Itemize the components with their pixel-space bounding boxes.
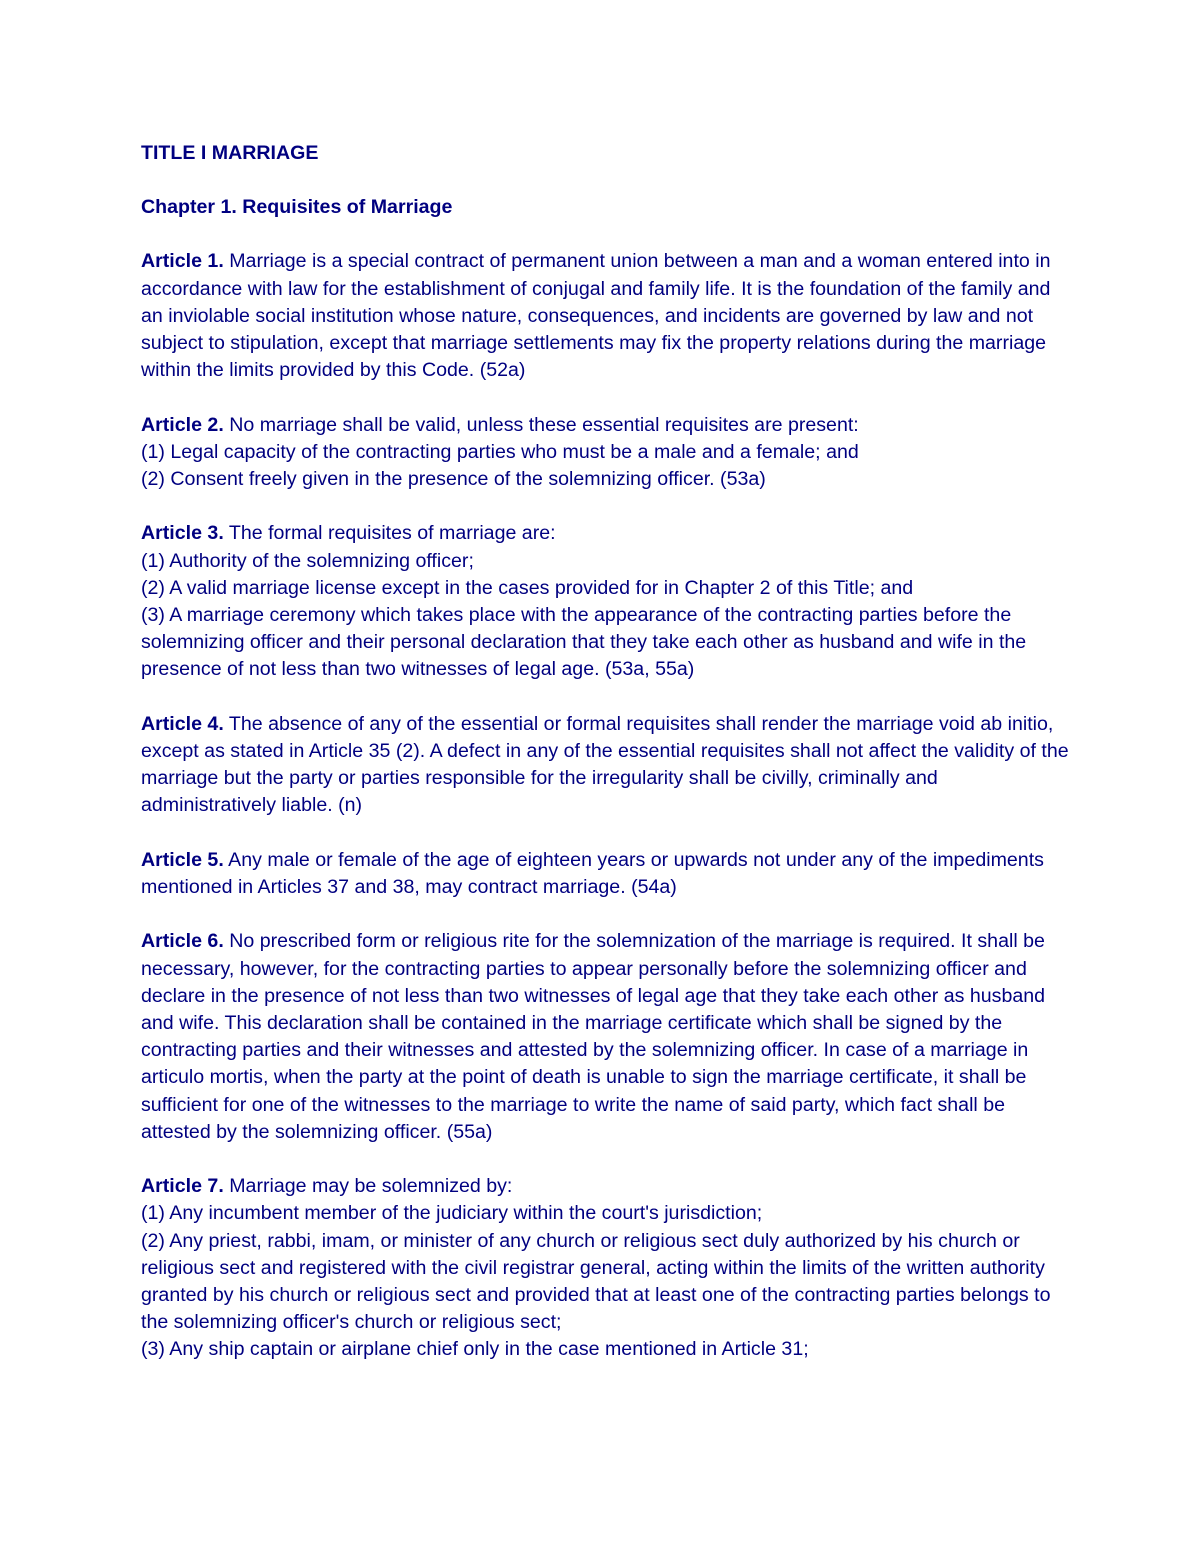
article-item: (3) Any ship captain or airplane chief only in the case mentioned in Article 31; <box>141 1338 809 1361</box>
article-item: (2) Any priest, rabbi, imam, or minister of any church or religious sect duly authorized by his church or religious sect and registered with the civil registrar general, acting within the limits of the written authority granted by his church or religious sect and provided that at least one of the contracting parties belongs to the solemnizing officer's church or religious sect; <box>141 1229 1051 1334</box>
article-paragraph <box>141 847 1071 901</box>
article-item: (1) Any incumbent member of the judiciary within the court's jurisdiction; <box>141 1202 763 1225</box>
chapter-heading: Chapter 1. Requisites of Marriage <box>141 196 453 219</box>
article-paragraph <box>141 412 1071 439</box>
article-text: Any male or female of the age of eighteen years or upwards not under any of the impediments mentioned in Articles 37 and 38, may contract marriage. (54a) <box>141 848 1044 899</box>
article-2 <box>141 412 1071 494</box>
article-paragraph <box>141 928 1071 1146</box>
article-label: Article 2. <box>141 413 224 436</box>
article-text: The absence of any of the essential or formal requisites shall render the marriage void ab initio, except as stated in Article 35 (2). A defect in any of the essential requisites shall not affect the validity of the marriage but the party or parties responsible for the irregularity shall be civilly, criminally and administratively liable. (n) <box>141 712 1069 817</box>
article-7 <box>141 1173 1071 1363</box>
article-3 <box>141 520 1071 683</box>
article-1 <box>141 248 1071 384</box>
article-text: No prescribed form or religious rite for the solemnization of the marriage is required. It shall be necessary, however, for the contracting parties to appear personally before the solemnizing officer and declare in the presence of not less than two witnesses of legal age that they take each other as husband and wife. This declaration shall be contained in the marriage certificate which shall be signed by the contracting parties and their witnesses and attested by the solemnizing officer. In case of a marriage in articulo mortis, when the party at the point of death is unable to sign the marriage certificate, it shall be sufficient for one of the witnesses to the marriage to write the name of said party, which fact shall be attested by the solemnizing officer. (55a) <box>141 930 1046 1143</box>
document-page <box>141 140 1071 1391</box>
article-item: (2) Consent freely given in the presence of the solemnizing officer. (53a) <box>141 468 766 491</box>
article-item: (1) Legal capacity of the contracting parties who must be a male and a female; and <box>141 440 859 463</box>
article-paragraph <box>141 520 1071 547</box>
article-paragraph <box>141 248 1071 384</box>
article-label: Article 7. <box>141 1175 224 1198</box>
article-6 <box>141 928 1071 1146</box>
article-item: (2) A valid marriage license except in the cases provided for in Chapter 2 of this Title; and <box>141 576 914 599</box>
article-text: Marriage may be solemnized by: <box>229 1175 513 1198</box>
article-item: (3) A marriage ceremony which takes place with the appearance of the contracting parties before the solemnizing officer and their personal declaration that they take each other as husband and wife in the presence of not less than two witnesses of legal age. (53a, 55a) <box>141 604 1027 681</box>
article-paragraph <box>141 711 1071 820</box>
article-text: No marriage shall be valid, unless these essential requisites are present: <box>229 413 859 436</box>
article-text: The formal requisites of marriage are: <box>228 522 556 545</box>
article-4 <box>141 711 1071 820</box>
article-label: Article 3. <box>141 522 224 545</box>
document-title: TITLE I MARRIAGE <box>141 142 319 164</box>
article-item: (1) Authority of the solemnizing officer; <box>141 549 474 572</box>
article-label: Article 5. <box>141 848 224 871</box>
article-label: Article 1. <box>141 250 224 273</box>
article-label: Article 6. <box>141 930 224 953</box>
article-label: Article 4. <box>141 712 224 735</box>
article-5 <box>141 847 1071 901</box>
article-text: Marriage is a special contract of permanent union between a man and a woman entered into in accordance with law for the establishment of conjugal and family life. It is the foundation of the family and an inviolable social institution whose nature, consequences, and incidents are governed by law and not subject to stipulation, except that marriage settlements may fix the property relations during the marriage within the limits provided by this Code. (52a) <box>141 250 1051 382</box>
article-paragraph <box>141 1173 1071 1200</box>
